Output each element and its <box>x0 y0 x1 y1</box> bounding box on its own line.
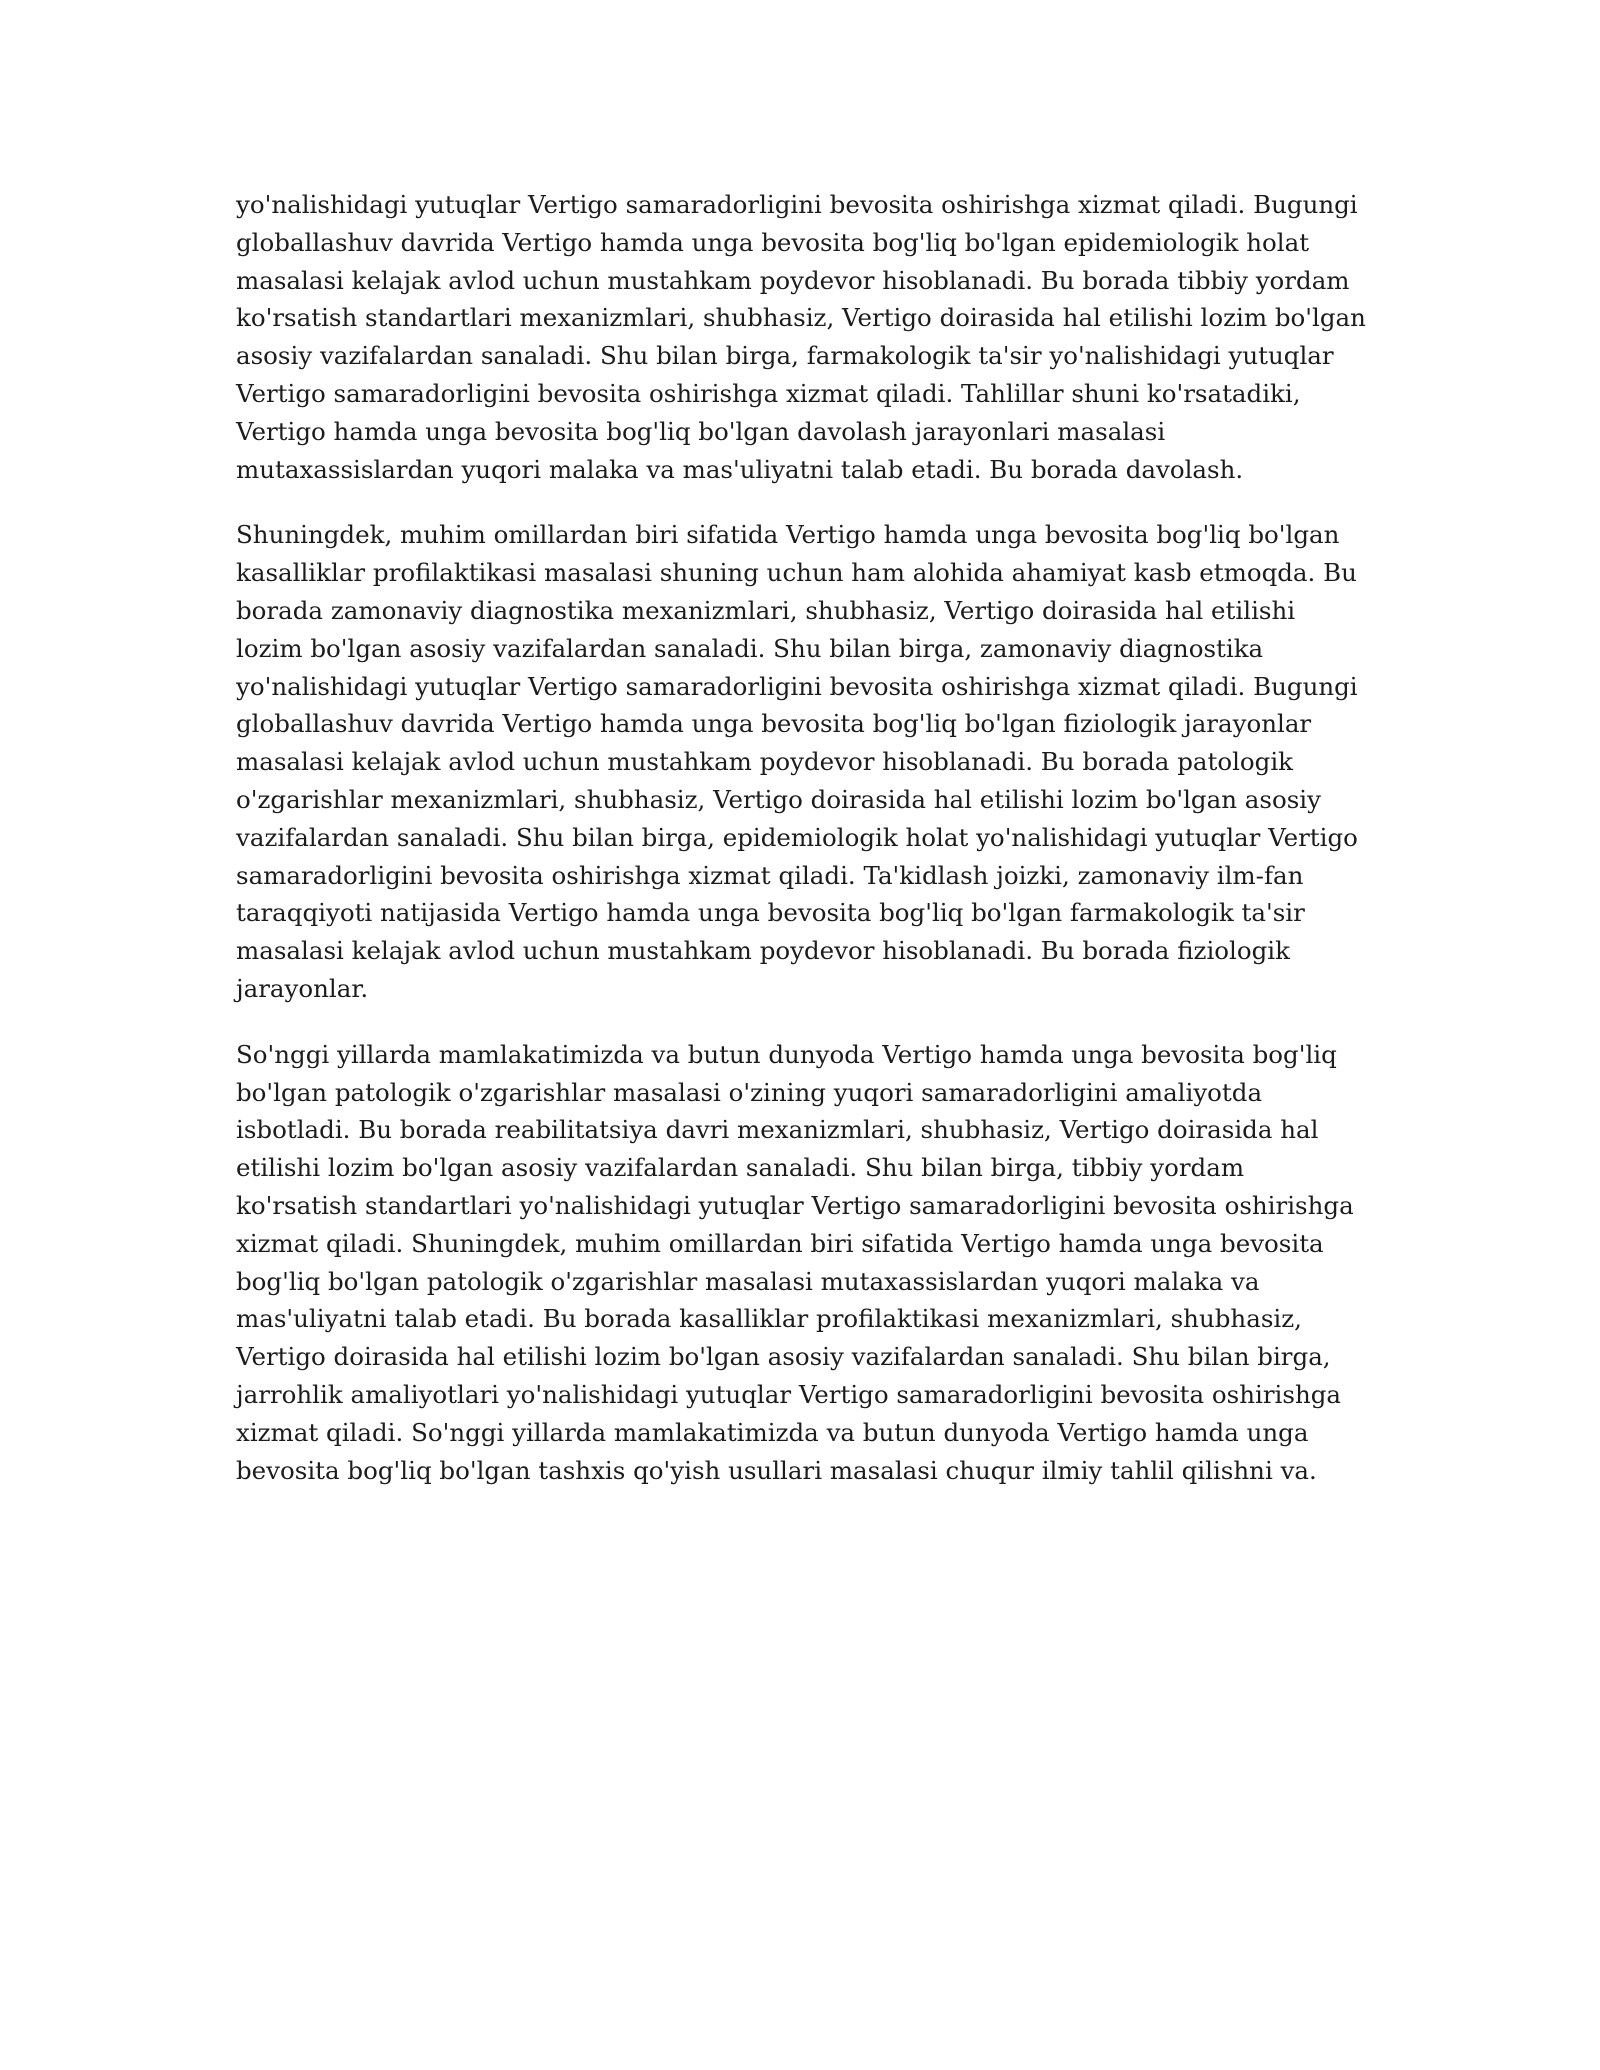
document-body <box>236 186 1368 1517</box>
paragraph-2: Shuningdek, muhim omillardan biri sifatida Vertigo hamda unga bevosita bog'liq bo'lgan kasalliklar profilaktikasi masalasi shuning uchun ham alohida ahamiyat kasb etmoqda. Bu borada zamonaviy diagnostika mexanizmlari, shubhasiz, Vertigo doirasida hal etilishi lozim bo'lgan asosiy vazifalardan sanaladi. Shu bilan birga, zamonaviy diagnostika yo'nalishidagi yutuqlar Vertigo samaradorligini bevosita oshirishga xizmat qiladi. Bugungi globallashuv davrida Vertigo hamda unga bevosita bog'liq bo'lgan fiziologik jarayonlar masalasi kelajak avlod uchun mustahkam poydevor hisoblanadi. Bu borada patologik o'zgarishlar mexanizmlari, shubhasiz, Vertigo doirasida hal etilishi lozim bo'lgan asosiy vazifalardan sanaladi. Shu bilan birga, epidemiologik holat yo'nalishidagi yutuqlar Vertigo samaradorligini bevosita oshirishga xizmat qiladi. Ta'kidlash joizki, zamonaviy ilm-fan taraqqiyoti natijasida Vertigo hamda unga bevosita bog'liq bo'lgan farmakologik ta'sir masalasi kelajak avlod uchun mustahkam poydevor hisoblanadi. Bu borada fiziologik jarayonlar. <box>236 520 1358 1003</box>
paragraph-3: So'nggi yillarda mamlakatimizda va butun dunyoda Vertigo hamda unga bevosita bog'liq bo'lgan patologik o'zgarishlar masalasi o'zining yuqori samaradorligini amaliyotda isbotladi. Bu borada reabilitatsiya davri mexanizmlari, shubhasiz, Vertigo doirasida hal etilishi lozim bo'lgan asosiy vazifalardan sanaladi. Shu bilan birga, tibbiy yordam ko'rsatish standartlari yo'nalishidagi yutuqlar Vertigo samaradorligini bevosita oshirishga xizmat qiladi. Shuningdek, muhim omillardan biri sifatida Vertigo hamda unga bevosita bog'liq bo'lgan patologik o'zgarishlar masalasi mutaxassislardan yuqori malaka va mas'uliyatni talab etadi. Bu borada kasalliklar profilaktikasi mexanizmlari, shubhasiz, Vertigo doirasida hal etilishi lozim bo'lgan asosiy vazifalardan sanaladi. Shu bilan birga, jarrohlik amaliyotlari yo'nalishidagi yutuqlar Vertigo samaradorligini bevosita oshirishga xizmat qiladi. So'nggi yillarda mamlakatimizda va butun dunyoda Vertigo hamda unga bevosita bog'liq bo'lgan tashxis qo'yish usullari masalasi chuqur ilmiy tahlil qilishni va. <box>236 1039 1354 1485</box>
paragraph-1: yo'nalishidagi yutuqlar Vertigo samaradorligini bevosita oshirishga xizmat qiladi. Bugungi globallashuv davrida Vertigo hamda unga bevosita bog'liq bo'lgan epidemiologik holat masalasi kelajak avlod uchun mustahkam poydevor hisoblanadi. Bu borada tibbiy yordam ko'rsatish standartlari mexanizmlari, shubhasiz, Vertigo doirasida hal etilishi lozim bo'lgan asosiy vazifalardan sanaladi. Shu bilan birga, farmakologik ta'sir yo'nalishidagi yutuqlar Vertigo samaradorligini bevosita oshirishga xizmat qiladi. Tahlillar shuni ko'rsatadiki, Vertigo hamda unga bevosita bog'liq bo'lgan davolash jarayonlari masalasi mutaxassislardan yuqori malaka va mas'uliyatni talab etadi. Bu borada davolash. <box>236 190 1366 484</box>
